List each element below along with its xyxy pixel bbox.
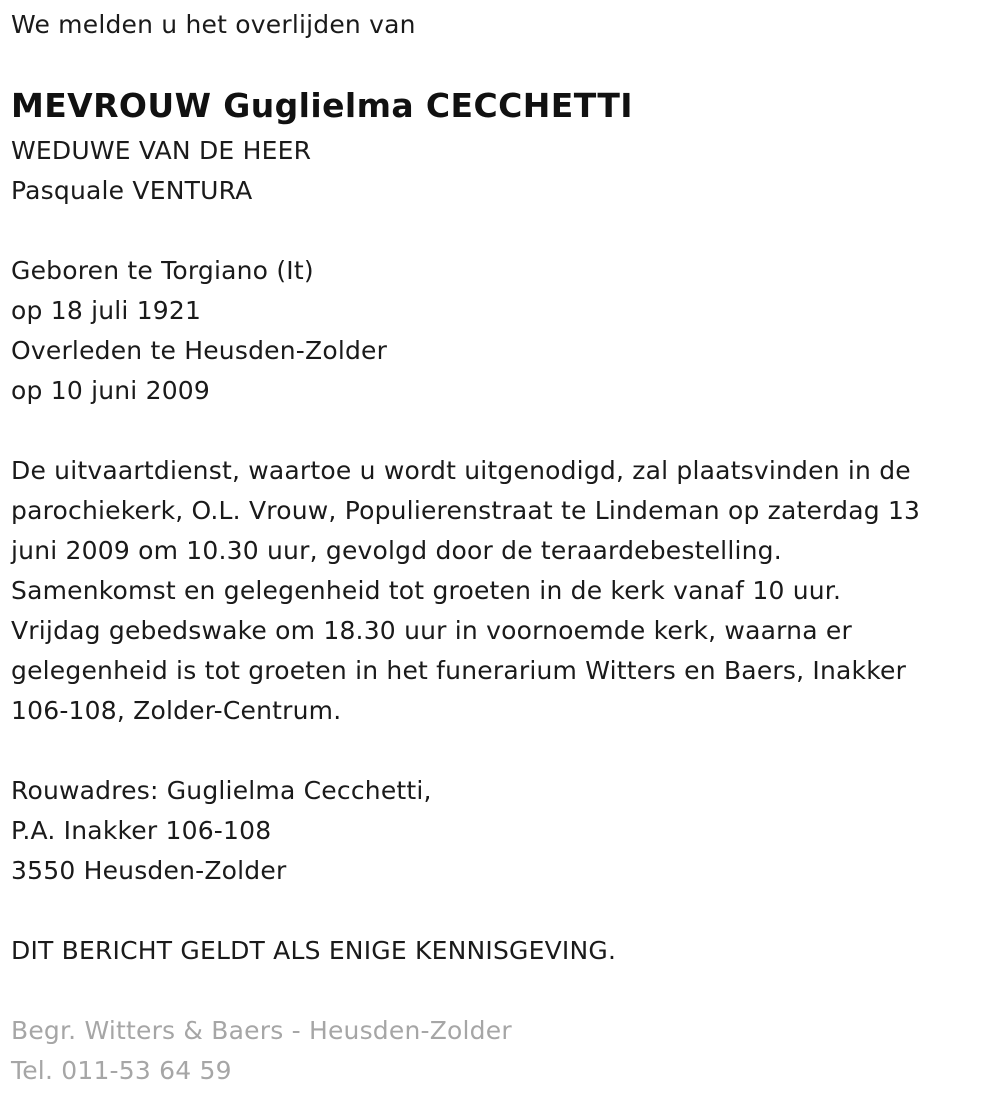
service-line: parochiekerk, O.L. Vrouw, Populierenstraat te Lindeman op zaterdag 13 bbox=[11, 496, 921, 525]
address-line: 3550 Heusden-Zolder bbox=[11, 856, 287, 885]
spouse-name: Pasquale VENTURA bbox=[11, 176, 253, 205]
notice-text: DIT BERICHT GELDT ALS ENIGE KENNISGEVING. bbox=[11, 936, 617, 965]
address-line: Rouwadres: Guglielma Cecchetti, bbox=[11, 776, 432, 805]
service-paragraph bbox=[11, 451, 986, 731]
address-line: P.A. Inakker 106-108 bbox=[11, 816, 272, 845]
service-line: 106-108, Zolder-Centrum. bbox=[11, 696, 342, 725]
service-line: gelegenheid is tot groeten in het funerarium Witters en Baers, Inakker bbox=[11, 656, 907, 685]
birth-place: Geboren te Torgiano (It) bbox=[11, 256, 314, 285]
death-place: Overleden te Heusden-Zolder bbox=[11, 336, 388, 365]
undertaker-phone: Tel. 011-53 64 59 bbox=[11, 1056, 232, 1085]
service-line: Samenkomst en gelegenheid tot groeten in de kerk vanaf 10 uur. bbox=[11, 576, 842, 605]
service-line: juni 2009 om 10.30 uur, gevolgd door de teraardebestelling. bbox=[11, 536, 782, 565]
death-date: op 10 juni 2009 bbox=[11, 376, 211, 405]
service-line: Vrijdag gebedswake om 18.30 uur in voornoemde kerk, waarna er bbox=[11, 616, 852, 645]
undertaker-footer bbox=[11, 1011, 986, 1091]
intro-text: We melden u het overlijden van bbox=[11, 10, 416, 39]
service-line: De uitvaartdienst, waartoe u wordt uitgenodigd, zal plaatsvinden in de bbox=[11, 456, 911, 485]
undertaker-name: Begr. Witters & Baers - Heusden-Zolder bbox=[11, 1016, 512, 1045]
birth-date: op 18 juli 1921 bbox=[11, 296, 202, 325]
mourning-address bbox=[11, 771, 986, 891]
deceased-name: MEVROUW Guglielma CECCHETTI bbox=[11, 86, 633, 125]
dates-block bbox=[11, 251, 986, 411]
relation-text: WEDUWE VAN DE HEER bbox=[11, 136, 312, 165]
obituary-notice bbox=[11, 0, 986, 1091]
